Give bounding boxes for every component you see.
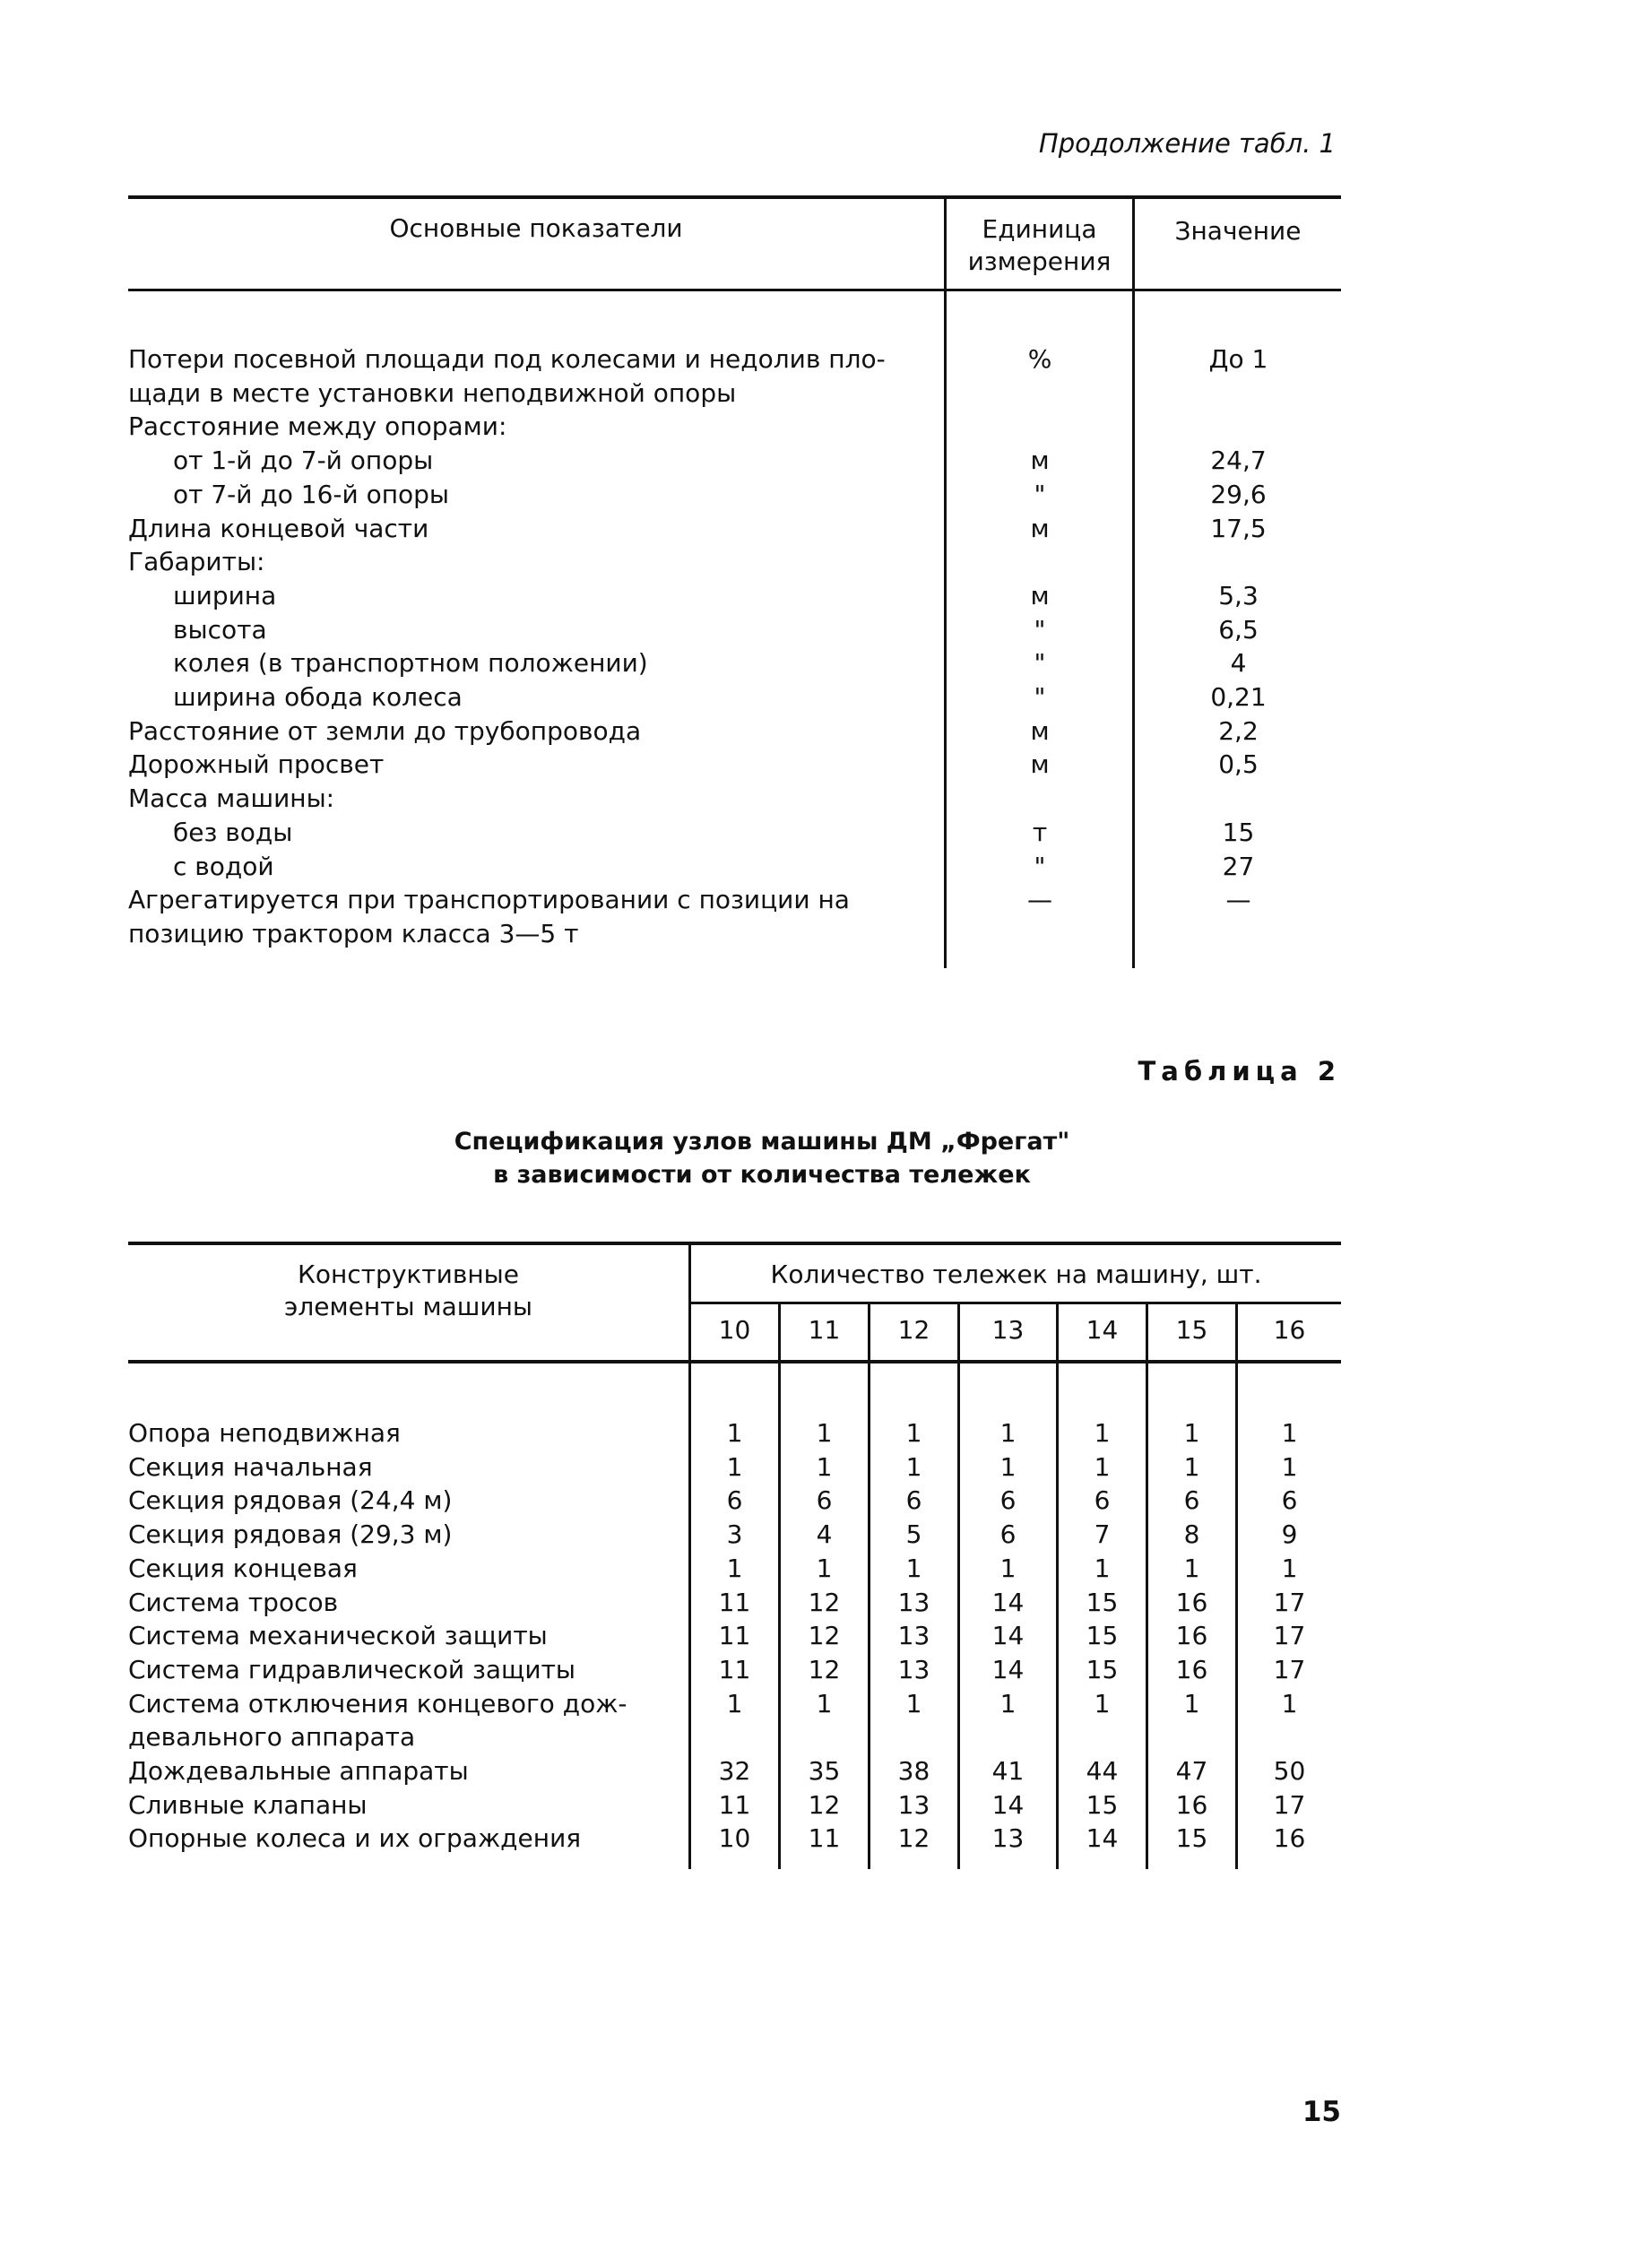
table-1-header-unit	[947, 213, 1132, 278]
table-2-cell: 12	[808, 1789, 841, 1820]
table-2-cell: 13	[897, 1789, 930, 1820]
table-2-header-count: 14	[1086, 1315, 1119, 1345]
table-2-cell: 11	[718, 1587, 751, 1617]
table-2-cell: 1	[905, 1418, 922, 1448]
table-2-row-label: Система гидравлической защиты	[128, 1654, 575, 1684]
table-1-row-value: —	[1225, 885, 1251, 915]
table-2-row	[128, 1552, 1341, 1586]
table-2-row-label: Опорные колеса и их ограждения	[128, 1823, 582, 1854]
table-2-cell: 1	[1183, 1553, 1200, 1583]
table-2-cell: 17	[1273, 1654, 1306, 1684]
table-2-row	[128, 1586, 1341, 1620]
table-1-row-unit: м	[1030, 580, 1050, 610]
table-2-cell: 38	[897, 1756, 930, 1786]
table-2-header-count: 11	[808, 1315, 841, 1345]
table-2-cell: 16	[1175, 1654, 1208, 1684]
table-2-cell: 1	[905, 1451, 922, 1482]
table-2-cell: 11	[808, 1823, 841, 1854]
table-2-cell: 1	[1183, 1418, 1200, 1448]
table-1-row-unit: —	[1027, 885, 1052, 915]
table-2-cell: 1	[1281, 1451, 1298, 1482]
table-2-cell: 35	[808, 1756, 841, 1786]
table-2-row	[128, 1687, 1341, 1721]
table-1-row	[128, 748, 1341, 782]
table-1-row-unit: "	[1034, 851, 1046, 881]
table-2-cell: 1	[816, 1451, 833, 1482]
table-1-header-unit-line2: измерения	[967, 247, 1112, 276]
table-2-cell: 13	[897, 1621, 930, 1651]
table-1-row-value: 24,7	[1210, 446, 1267, 476]
table-2-title-line2: в зависимости от количества тележек	[493, 1161, 1031, 1189]
table-2-cell: 50	[1273, 1756, 1306, 1786]
table-1-row-label: Длина концевой части	[128, 513, 429, 543]
table-1-row	[128, 613, 1341, 647]
table-1-row-unit: м	[1030, 715, 1050, 746]
table-1-row-label: Габариты:	[128, 547, 265, 577]
table-1-row-unit: м	[1030, 749, 1050, 780]
table-2-header-count-group: Количество тележек на машину, шт.	[770, 1260, 1262, 1289]
table-2-row-label: Секция рядовая (24,4 м)	[128, 1485, 453, 1516]
table-2-cell: 1	[999, 1418, 1017, 1448]
table-2-cell: 8	[1183, 1519, 1200, 1550]
table-1-row	[128, 377, 1341, 411]
table-2-row	[128, 1416, 1341, 1450]
table-2-row	[128, 1450, 1341, 1485]
table-2-cell: 11	[718, 1654, 751, 1684]
table-2-cell: 16	[1273, 1823, 1306, 1854]
table-2-header-count: 10	[718, 1315, 751, 1345]
table-2-cell: 1	[1094, 1553, 1111, 1583]
table-2-cell: 1	[726, 1553, 743, 1583]
table-1-row	[128, 850, 1341, 884]
table-2-cell: 17	[1273, 1621, 1306, 1651]
page-number: 15	[1302, 2096, 1341, 2128]
table-2-row	[128, 1619, 1341, 1653]
table-2-cell: 11	[718, 1789, 751, 1820]
table-2-cell: 32	[718, 1756, 751, 1786]
table-1-row-value: 4	[1230, 648, 1247, 679]
table-2-cell: 1	[1094, 1451, 1111, 1482]
table-2-header-elements	[128, 1259, 688, 1323]
table-1-row-label: Агрегатируется при транспортировании с позиции на	[128, 885, 850, 915]
table-2-cell: 12	[808, 1654, 841, 1684]
table-1-row-label: с водой	[173, 851, 274, 881]
table-1-row-unit: м	[1030, 513, 1050, 543]
table-1-row-label: щади в месте установки неподвижной опоры	[128, 377, 737, 408]
table-2-cell: 4	[816, 1519, 833, 1550]
table-1-row-label: от 1-й до 7-й опоры	[173, 446, 434, 476]
table-1-row-label: ширина обода колеса	[173, 682, 463, 712]
table-2-cell: 12	[897, 1823, 930, 1854]
table-2-cell: 15	[1086, 1587, 1119, 1617]
table-2-cell: 1	[726, 1688, 743, 1718]
table-2-cell: 16	[1175, 1621, 1208, 1651]
table-1-row-unit: т	[1032, 817, 1048, 847]
table-1-row	[128, 512, 1341, 546]
table-2-cell: 16	[1175, 1789, 1208, 1820]
table-1-row-label: Расстояние от земли до трубопровода	[128, 715, 642, 746]
table-2-row-label: Секция рядовая (29,3 м)	[128, 1519, 453, 1550]
table-2-header-count: 12	[897, 1315, 930, 1345]
table-2-cell: 1	[816, 1553, 833, 1583]
table-2-row	[128, 1518, 1341, 1552]
table-1-row-unit: "	[1034, 479, 1046, 509]
table-2-row-label: девального аппарата	[128, 1722, 416, 1753]
table-1-row-value: 5,3	[1218, 580, 1259, 610]
table-2-cell: 6	[726, 1485, 743, 1516]
table-1-row-label: без воды	[173, 817, 293, 847]
table-2-cell: 1	[726, 1418, 743, 1448]
table-1-row	[128, 680, 1341, 714]
table-1-row-value: 27	[1222, 851, 1255, 881]
table-2-cell: 1	[999, 1553, 1017, 1583]
table-2-cell: 1	[1281, 1688, 1298, 1718]
table-2-subheader-rule	[691, 1302, 1341, 1304]
table-1-row-value: 15	[1222, 817, 1255, 847]
table-2-cell: 1	[1094, 1688, 1111, 1718]
table-2-cell: 1	[1094, 1418, 1111, 1448]
table-2-cell: 1	[1183, 1688, 1200, 1718]
table-1-row-value: 17,5	[1210, 513, 1267, 543]
table-1-row-value: 0,21	[1210, 682, 1267, 712]
table-1-row-unit: м	[1030, 446, 1050, 476]
table-1-row	[128, 816, 1341, 850]
table-2-row	[128, 1720, 1341, 1754]
table-2-cell: 6	[999, 1519, 1017, 1550]
table-2-row-label: Секция концевая	[128, 1553, 358, 1583]
table-1-row	[128, 410, 1341, 444]
table-2-cell: 1	[726, 1451, 743, 1482]
table-2-row-label: Опора неподвижная	[128, 1418, 401, 1448]
table-1-row-value: 0,5	[1218, 749, 1259, 780]
table-2-cell: 9	[1281, 1519, 1298, 1550]
table-2-cell: 1	[816, 1418, 833, 1448]
table-1-row-label: Расстояние между опорами:	[128, 411, 507, 442]
table-2-row-label: Дождевальные аппараты	[128, 1756, 469, 1786]
table-2-row	[128, 1653, 1341, 1687]
table-2-row-label: Система отключения концевого дож-	[128, 1688, 627, 1718]
table-2-row	[128, 1788, 1341, 1822]
table-2-cell: 17	[1273, 1587, 1306, 1617]
table-2-cell: 6	[1183, 1485, 1200, 1516]
table-2-cell: 14	[991, 1789, 1025, 1820]
table-2-cell: 1	[905, 1688, 922, 1718]
table-1-row-label: Дорожный просвет	[128, 749, 385, 780]
table-2-cell: 6	[905, 1485, 922, 1516]
table-2-cell: 1	[905, 1553, 922, 1583]
table-2-cell: 14	[991, 1621, 1025, 1651]
table-1-row-value: До 1	[1208, 344, 1268, 374]
table-2-cell: 12	[808, 1621, 841, 1651]
table-2-header-count: 13	[991, 1315, 1025, 1345]
table-1-row	[128, 714, 1341, 749]
table-2-cell: 1	[1281, 1553, 1298, 1583]
table-1-row-label: Потери посевной площади под колесами и недолив пло-	[128, 344, 886, 374]
table-2-top-rule	[128, 1242, 1341, 1245]
table-1-row	[128, 545, 1341, 579]
table-2-cell: 1	[1183, 1451, 1200, 1482]
table-2-cell: 6	[999, 1485, 1017, 1516]
table-1-row-label: колея (в транспортном положении)	[173, 648, 648, 679]
table-2-row	[128, 1754, 1341, 1788]
table-1-row	[128, 478, 1341, 512]
table-2-cell: 14	[991, 1587, 1025, 1617]
table-2-cell: 6	[1094, 1485, 1111, 1516]
table-2-cell: 6	[816, 1485, 833, 1516]
table-2-cell: 3	[726, 1519, 743, 1550]
table-1-row-unit: "	[1034, 682, 1046, 712]
table-2-header-elements-line1: Конструктивные	[298, 1260, 519, 1289]
table-2-cell: 1	[816, 1688, 833, 1718]
table-2-cell: 1	[999, 1688, 1017, 1718]
table-2-cell: 15	[1175, 1823, 1208, 1854]
table-2-row	[128, 1484, 1341, 1518]
table-2-cell: 6	[1281, 1485, 1298, 1516]
table-1-row-value: 29,6	[1210, 479, 1267, 509]
table-2-cell: 12	[808, 1587, 841, 1617]
table-1-header-value: Значение	[1174, 216, 1302, 246]
table-1-row	[128, 444, 1341, 478]
table-1-row-value: 2,2	[1218, 715, 1259, 746]
table-1-row-unit: "	[1034, 648, 1046, 679]
table-2-row	[128, 1822, 1341, 1856]
table-2-cell: 11	[718, 1621, 751, 1651]
table-1-top-rule	[128, 195, 1341, 199]
table-1-row	[128, 782, 1341, 816]
table-2-label: Таблица 2	[1138, 1056, 1341, 1086]
table-1-row-unit: "	[1034, 614, 1046, 645]
table-1-row-label: ширина	[173, 580, 277, 610]
table-2-header-elements-line2: элементы машины	[284, 1292, 532, 1321]
table-1-row	[128, 579, 1341, 613]
continuation-title: Продолжение табл. 1	[1038, 128, 1336, 159]
table-1-row	[128, 917, 1341, 951]
table-1-row-label: от 7-й до 16-й опоры	[173, 479, 450, 509]
table-2-row-label: Система механической защиты	[128, 1621, 548, 1651]
table-2-cell: 16	[1175, 1587, 1208, 1617]
table-2-cell: 41	[991, 1756, 1025, 1786]
table-2-header-count: 16	[1273, 1315, 1306, 1345]
table-2-row-label: Система тросов	[128, 1587, 339, 1617]
table-2-cell: 15	[1086, 1654, 1119, 1684]
table-2-header-rule	[128, 1360, 1341, 1363]
table-2-cell: 14	[991, 1654, 1025, 1684]
table-2-cell: 1	[999, 1451, 1017, 1482]
table-2-cell: 1	[1281, 1418, 1298, 1448]
table-1-row	[128, 883, 1341, 917]
table-1-header-unit-line1: Единица	[982, 214, 1097, 244]
table-2-cell: 5	[905, 1519, 922, 1550]
table-1-row-label: позицию трактором класса 3—5 т	[128, 918, 579, 948]
table-2-cell: 13	[897, 1587, 930, 1617]
table-2-row-label: Секция начальная	[128, 1451, 373, 1482]
table-2-cell: 10	[718, 1823, 751, 1854]
table-1-row	[128, 342, 1341, 377]
table-2-cell: 7	[1094, 1519, 1111, 1550]
table-1-row	[128, 646, 1341, 680]
table-2-cell: 14	[1086, 1823, 1119, 1854]
table-2-cell: 15	[1086, 1621, 1119, 1651]
table-2-cell: 13	[991, 1823, 1025, 1854]
table-2-cell: 13	[897, 1654, 930, 1684]
table-1-header-rule	[128, 289, 1341, 291]
table-1-row-unit: %	[1027, 344, 1052, 374]
table-2-cell: 15	[1086, 1789, 1119, 1820]
table-1-row-label: высота	[173, 614, 267, 645]
table-1-row-label: Масса машины:	[128, 783, 335, 814]
table-2-row-label: Сливные клапаны	[128, 1789, 368, 1820]
table-1-header-indicator: Основные показатели	[389, 213, 683, 243]
table-2-cell: 17	[1273, 1789, 1306, 1820]
table-2-title-line1: Спецификация узлов машины ДМ „Фрегат"	[454, 1128, 1070, 1156]
table-2-cell: 47	[1175, 1756, 1208, 1786]
table-1-row-value: 6,5	[1218, 614, 1259, 645]
table-2-cell: 44	[1086, 1756, 1119, 1786]
table-2-header-count: 15	[1175, 1315, 1208, 1345]
